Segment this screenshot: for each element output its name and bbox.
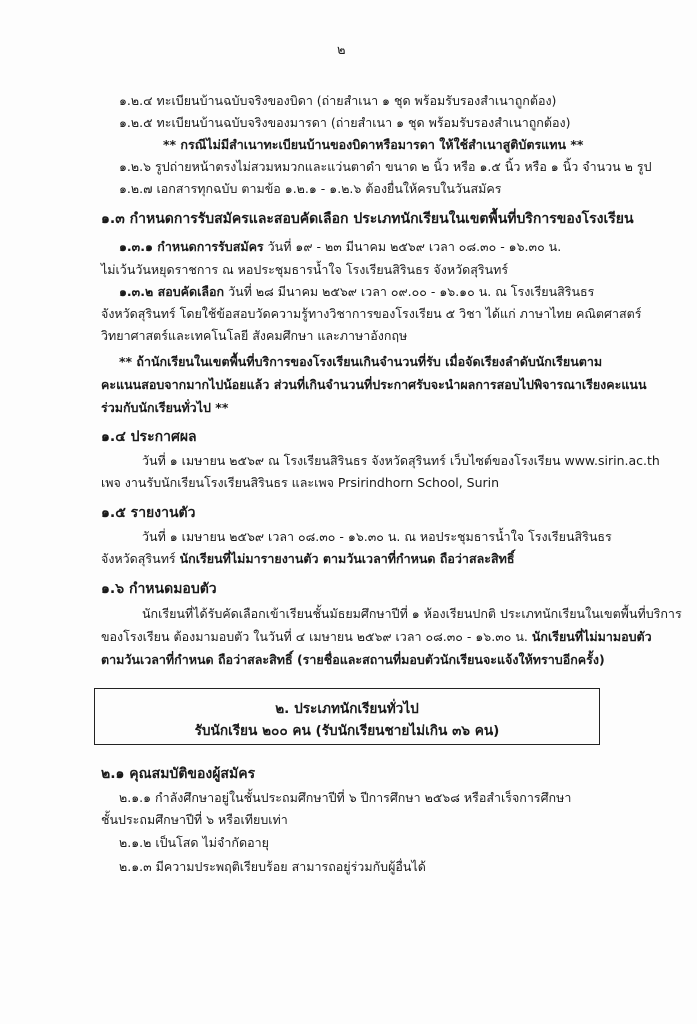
item-1-2-7: ๑.๒.๗ เอกสารทุกฉบับ ตามข้อ ๑.๒.๑ - ๑.๒.๖ ต้องยื่นให้ครบในวันสมัคร [119, 181, 502, 196]
item-1-2-4: ๑.๒.๔ ทะเบียนบ้านฉบับจริงของบิดา (ถ่ายสำเนา ๑ ชุด พร้อมรับรองสำเนาถูกต้อง) [119, 93, 557, 108]
announcement-details: วันที่ ๑ เมษายน ๒๕๖๙ ณ โรงเรียนสิรินธร จังหวัดสุรินทร์ เว็บไซต์ของโรงเรียน www.sirin.ac.th [142, 453, 660, 468]
birth-certificate-note: ** กรณีไม่มีสำเนาทะเบียนบ้านของบิดาหรือมารดา ให้ใช้สำเนาสูติบัตรแทน ** [163, 137, 584, 152]
announcement-pages: เพจ งานรับนักเรียนโรงเรียนสิรินธร และเพจ Prsirindhorn School, Surin [101, 475, 500, 490]
item-2-1-2: ๒.๑.๒ เป็นโสด ไม่จำกัดอายุ [119, 835, 269, 850]
item-1-2-5: ๑.๒.๕ ทะเบียนบ้านฉบับจริงของมารดา (ถ่ายสำเนา ๑ ชุด พร้อมรับรองสำเนาถูกต้อง) [119, 115, 571, 130]
section-2-1-heading: ๒.๑ คุณสมบัติของผู้สมัคร [101, 766, 256, 782]
item-1-3-2-subjects-cont: วิทยาศาสตร์และเทคโนโลยี สังคมศึกษา และภาษาอังกฤษ [101, 328, 408, 343]
general-category-quota: รับนักเรียน ๒๐๐ คน (รับนักเรียนชายไม่เกิน ๓๖ คน) [194, 723, 500, 739]
item-1-3-2-title: ๑.๓.๒ สอบคัดเลือก [119, 284, 225, 299]
item-2-1-1-cont: ชั้นประถมศึกษาปีที่ ๖ หรือเทียบเท่า [101, 812, 288, 827]
item-2-1-3: ๒.๑.๓ มีความประพฤติเรียบร้อย สามารถอยู่ร่วมกับผู้อื่นได้ [119, 859, 426, 874]
quota-note-line-1: ** ถ้านักเรียนในเขตพื้นที่บริการของโรงเรียนเกินจำนวนที่รับ เมื่อจัดเรียงลำดับนักเรียนตาม [119, 354, 603, 369]
general-category-box [94, 688, 600, 745]
item-2-1-1: ๒.๑.๑ กำลังศึกษาอยู่ในชั้นประถมศึกษาปีที่ ๖ ปีการศึกษา ๒๕๖๘ หรือสำเร็จการศึกษา [119, 790, 572, 805]
item-1-3-2-subjects: จังหวัดสุรินทร์ โดยใช้ข้อสอบวัดความรู้ทางวิชาการของโรงเรียน ๕ วิชา ได้แก่ ภาษาไทย คณิตศาสตร์ [101, 306, 642, 321]
item-1-3-1-title: ๑.๓.๑ กำหนดการรับสมัคร [119, 239, 264, 254]
enrollment-forfeit-start: นักเรียนที่ไม่มามอบตัว [531, 629, 652, 644]
section-1-4-heading: ๑.๔ ประกาศผล [101, 429, 197, 445]
report-province: จังหวัดสุรินทร์ [101, 551, 176, 566]
report-details: วันที่ ๑ เมษายน ๒๕๖๙ เวลา ๐๘.๓๐ - ๑๖.๓๐ น. ณ หอประชุมธารน้ำใจ โรงเรียนสิรินธร [142, 529, 612, 544]
item-1-3-1-date: วันที่ ๑๙ - ๒๓ มีนาคม ๒๕๖๙ เวลา ๐๘.๓๐ - ๑๖.๓๐ น. [267, 239, 562, 254]
enrollment-date: ของโรงเรียน ต้องมามอบตัว ในวันที่ ๔ เมษายน ๒๕๖๙ เวลา ๐๘.๓๐ - ๑๖.๓๐ น. [101, 629, 528, 644]
enrollment-details-1: นักเรียนที่ได้รับคัดเลือกเข้าเรียนชั้นมัธยมศึกษาปีที่ ๑ ห้องเรียนปกติ ประเภทนักเรียนในเขตพื้นที่บริการ [142, 606, 682, 621]
section-1-5-heading: ๑.๕ รายงานตัว [101, 505, 196, 521]
enrollment-details-2 [101, 628, 652, 646]
item-1-3-1 [119, 238, 561, 256]
section-1-3-heading: ๑.๓ กำหนดการรับสมัครและสอบคัดเลือก ประเภทนักเรียนในเขตพื้นที่บริการของโรงเรียน [101, 211, 634, 227]
section-1-6-heading: ๑.๖ กำหนดมอบตัว [101, 581, 217, 597]
item-1-3-2 [119, 283, 594, 301]
item-1-3-2-date: วันที่ ๒๘ มีนาคม ๒๕๖๙ เวลา ๐๙.๐๐ - ๑๖.๑๐ น. ณ โรงเรียนสิรินธร [228, 284, 595, 299]
item-1-2-6: ๑.๒.๖ รูปถ่ายหน้าตรงไม่สวมหมวกและแว่นตาดำ ขนาด ๒ นิ้ว หรือ ๑.๕ นิ้ว หรือ ๑ นิ้ว จำนวน ๒ รูป [119, 159, 652, 174]
report-forfeit-line [101, 550, 514, 568]
general-category-title: ๒. ประเภทนักเรียนทั่วไป [275, 701, 419, 717]
page-number: ๒ [337, 43, 346, 58]
enrollment-forfeit-end: ตามวันเวลาที่กำหนด ถือว่าสละสิทธิ์ (รายชื่อและสถานที่มอบตัวนักเรียนจะแจ้งให้ทราบอีกครั้ง) [101, 652, 605, 667]
report-forfeit-warning: นักเรียนที่ไม่มารายงานตัว ตามวันเวลาที่กำหนด ถือว่าสละสิทธิ์ [179, 551, 515, 566]
quota-note-line-3: ร่วมกับนักเรียนทั่วไป ** [101, 400, 229, 415]
quota-note-line-2: คะแนนสอบจากมากไปน้อยแล้ว ส่วนที่เกินจำนวนที่ประกาศรับจะนำผลการสอบไปพิจารณาเรียงคะแนน [101, 377, 647, 392]
item-1-3-1-location: ไม่เว้นวันหยุดราชการ ณ หอประชุมธารน้ำใจ โรงเรียนสิรินธร จังหวัดสุรินทร์ [101, 262, 509, 277]
